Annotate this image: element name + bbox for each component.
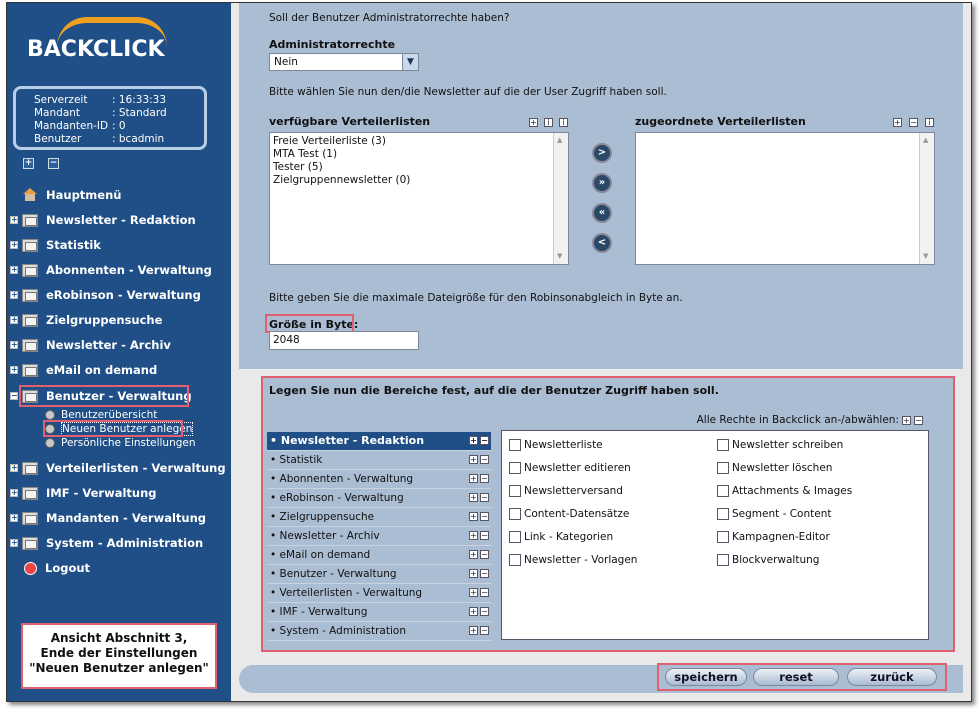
tree-controls bbox=[23, 158, 59, 169]
folder-icon bbox=[22, 239, 38, 252]
perm-checkbox[interactable]: Link - Kategorien bbox=[509, 531, 613, 543]
category-item[interactable]: • eRobinson - Verwaltung + − bbox=[267, 489, 491, 508]
app-window bbox=[6, 2, 972, 702]
perm-checkbox[interactable]: Segment - Content bbox=[717, 508, 831, 520]
move-left-button[interactable]: < bbox=[592, 233, 612, 253]
expand-icon[interactable]: + bbox=[11, 240, 18, 249]
folder-icon bbox=[22, 289, 38, 302]
checkbox[interactable] bbox=[509, 462, 521, 474]
add-icon[interactable]: + bbox=[470, 531, 477, 540]
admin-label: Administratorrechte bbox=[269, 38, 396, 51]
folder-icon bbox=[22, 314, 38, 327]
add-icon[interactable]: + bbox=[470, 455, 477, 464]
move-right-button[interactable]: > bbox=[592, 143, 612, 163]
scrollbar[interactable] bbox=[553, 133, 568, 264]
checkbox[interactable] bbox=[717, 554, 729, 566]
select-all-icon[interactable]: + bbox=[903, 415, 910, 425]
category-item[interactable]: • IMF - Verwaltung + − bbox=[267, 603, 491, 622]
nav-abonnenten-verwaltung[interactable]: + Abonnenten - Verwaltung bbox=[11, 263, 212, 277]
add-icon[interactable]: + bbox=[470, 569, 477, 578]
info-icon[interactable]: i bbox=[544, 118, 553, 127]
remove-icon[interactable]: − bbox=[481, 550, 488, 559]
all-rights-toggle: Alle Rechte in Backclick an-/abwählen: + − bbox=[696, 414, 922, 426]
category-list bbox=[267, 432, 491, 641]
size-question: Bitte geben Sie die maximale Dateigröße für den Robinsonabgleich in Byte an. bbox=[269, 292, 683, 304]
add-icon[interactable]: + bbox=[470, 626, 477, 635]
nav-statistik[interactable]: + Statistik bbox=[11, 238, 101, 252]
nav-erobinson-verwaltung[interactable]: + eRobinson - Verwaltung bbox=[11, 288, 201, 302]
reset-button[interactable]: reset bbox=[753, 668, 839, 686]
highlight-frame bbox=[43, 420, 183, 437]
checkbox[interactable] bbox=[509, 554, 521, 566]
logo-text: BACKCLICK bbox=[27, 37, 165, 62]
checkbox[interactable] bbox=[717, 462, 729, 474]
scrollbar[interactable] bbox=[919, 133, 934, 264]
nav-benutzer-verwaltung[interactable]: − Benutzer - Verwaltung bbox=[11, 389, 192, 403]
folder-icon bbox=[22, 339, 38, 352]
checkbox[interactable] bbox=[717, 508, 729, 520]
checkbox[interactable] bbox=[717, 485, 729, 497]
nav-verteilerlisten-verwaltung[interactable]: + Verteilerlisten - Verwaltung bbox=[11, 461, 226, 475]
checkbox[interactable] bbox=[509, 508, 521, 520]
expand-icon[interactable]: + bbox=[11, 488, 18, 497]
expand-icon[interactable]: + bbox=[11, 463, 18, 472]
expand-icon[interactable]: + bbox=[11, 513, 18, 522]
checkbox[interactable] bbox=[509, 531, 521, 543]
checkbox[interactable] bbox=[717, 439, 729, 451]
remove-icon[interactable]: − bbox=[910, 118, 917, 127]
move-all-left-button[interactable]: « bbox=[592, 203, 612, 223]
nav-newsletter-redaktion[interactable]: + Newsletter - Redaktion bbox=[11, 213, 196, 227]
perm-checkbox[interactable]: Content-Datensätze bbox=[509, 508, 629, 520]
remove-icon[interactable]: − bbox=[481, 607, 488, 616]
folder-icon bbox=[22, 462, 38, 475]
expand-icon[interactable]: + bbox=[11, 315, 18, 324]
action-buttons bbox=[657, 663, 947, 691]
remove-icon[interactable]: − bbox=[481, 531, 488, 540]
save-button[interactable]: speichern bbox=[665, 668, 747, 686]
list-item[interactable]: Freie Verteilerliste (3) bbox=[273, 135, 386, 147]
info-row: Benutzer : bcadmin bbox=[34, 133, 165, 145]
nav-system-administration[interactable]: + System - Administration bbox=[11, 536, 204, 550]
highlight-frame bbox=[19, 385, 189, 407]
perm-checkbox[interactable]: Newsletter editieren bbox=[509, 462, 631, 474]
folder-icon bbox=[22, 364, 38, 377]
settings-panel bbox=[239, 3, 963, 369]
add-icon[interactable]: + bbox=[470, 436, 477, 445]
add-icon[interactable]: + bbox=[470, 550, 477, 559]
admin-question: Soll der Benutzer Administratorrechte haben? bbox=[269, 12, 510, 24]
size-input[interactable]: 2048 bbox=[269, 331, 419, 350]
info-icon[interactable]: i bbox=[559, 118, 568, 127]
add-icon[interactable]: + bbox=[530, 118, 537, 127]
expand-icon[interactable]: + bbox=[11, 538, 18, 547]
admin-select[interactable]: Nein ▼ bbox=[269, 53, 419, 71]
category-item[interactable]: • eMail on demand + − bbox=[267, 546, 491, 565]
folder-icon bbox=[22, 537, 38, 550]
nav-email-on-demand[interactable]: + eMail on demand bbox=[11, 363, 158, 377]
expand-icon[interactable]: + bbox=[11, 340, 18, 349]
available-lists-label: verfügbare Verteilerlisten bbox=[269, 115, 431, 128]
category-item[interactable]: • Verteilerlisten - Verwaltung + − bbox=[267, 584, 491, 603]
perm-checkbox[interactable]: Newsletter schreiben bbox=[717, 439, 843, 451]
perm-checkbox[interactable]: Blockverwaltung bbox=[717, 554, 819, 566]
nav-sub-persoenliche-einstellungen[interactable]: Persönliche Einstellungen bbox=[45, 436, 196, 450]
info-row: Serverzeit : 16:33:33 bbox=[34, 94, 167, 106]
chevron-down-icon[interactable]: ▼ bbox=[402, 54, 418, 70]
size-label: Größe in Byte: bbox=[269, 318, 359, 331]
list-item[interactable]: MTA Test (1) bbox=[273, 148, 338, 160]
expand-icon[interactable]: + bbox=[11, 265, 18, 274]
nav-sub-neuen-benutzer[interactable]: Neuen Benutzer anlegen bbox=[45, 422, 193, 436]
add-icon[interactable]: + bbox=[470, 512, 477, 521]
bullet-icon bbox=[45, 438, 55, 448]
add-icon[interactable]: + bbox=[470, 607, 477, 616]
rights-title: Legen Sie nun die Bereiche fest, auf die der Benutzer Zugriff haben soll. bbox=[269, 384, 719, 397]
main-content bbox=[231, 3, 972, 702]
collapse-icon[interactable]: − bbox=[11, 391, 18, 400]
expand-icon[interactable]: + bbox=[11, 365, 18, 374]
category-item[interactable]: • System - Administration + − bbox=[267, 622, 491, 641]
remove-icon[interactable]: − bbox=[481, 626, 488, 635]
info-row: Mandant : Standard bbox=[34, 107, 167, 119]
category-item[interactable]: • Newsletter - Redaktion + − bbox=[267, 432, 491, 451]
assigned-lists-box[interactable] bbox=[635, 132, 935, 265]
backclick-logo bbox=[27, 17, 187, 77]
session-info bbox=[13, 86, 207, 150]
nav-zielgruppensuche[interactable]: + Zielgruppensuche bbox=[11, 313, 163, 327]
folder-icon bbox=[22, 487, 38, 500]
nav-newsletter-archiv[interactable]: + Newsletter - Archiv bbox=[11, 338, 171, 352]
folder-icon bbox=[22, 264, 38, 277]
add-icon[interactable]: + bbox=[894, 118, 901, 127]
add-icon[interactable]: + bbox=[470, 588, 477, 597]
info-row: Mandanten-ID : 0 bbox=[34, 120, 126, 132]
expand-all-button[interactable]: + bbox=[24, 158, 33, 168]
move-all-right-button[interactable]: » bbox=[592, 173, 612, 193]
bullet-icon bbox=[45, 410, 55, 420]
category-item[interactable]: • Zielgruppensuche + − bbox=[267, 508, 491, 527]
collapse-all-button[interactable]: − bbox=[49, 158, 58, 168]
list-item[interactable]: Zielgruppennewsletter (0) bbox=[273, 174, 411, 186]
checkbox[interactable] bbox=[509, 485, 521, 497]
annotation-caption: Ansicht Abschnitt 3, Ende der Einstellungen "Neuen Benutzer anlegen" bbox=[21, 623, 217, 689]
category-item[interactable]: • Statistik + − bbox=[267, 451, 491, 470]
perm-checkbox[interactable]: Kampagnen-Editor bbox=[717, 531, 830, 543]
list-item[interactable]: Tester (5) bbox=[273, 161, 323, 173]
expand-icon[interactable]: + bbox=[11, 215, 18, 224]
checkbox[interactable] bbox=[509, 439, 521, 451]
remove-icon[interactable]: − bbox=[481, 493, 488, 502]
logout-icon bbox=[24, 562, 37, 575]
folder-icon bbox=[22, 512, 38, 525]
assigned-lists-label: zugeordnete Verteilerlisten bbox=[635, 115, 806, 128]
remove-icon[interactable]: − bbox=[481, 569, 488, 578]
rights-section bbox=[261, 376, 955, 652]
available-lists-box[interactable] bbox=[269, 132, 569, 265]
perm-checkbox[interactable]: Newsletterliste bbox=[509, 439, 603, 451]
home-icon bbox=[22, 188, 38, 202]
permissions-box bbox=[501, 430, 929, 640]
perm-checkbox[interactable]: Newsletterversand bbox=[509, 485, 623, 497]
perm-checkbox[interactable]: Attachments & Images bbox=[717, 485, 852, 497]
nav-sub-benutzeruebersicht[interactable]: Benutzerübersicht bbox=[45, 408, 157, 422]
info-icon[interactable]: i bbox=[925, 118, 934, 127]
checkbox[interactable] bbox=[717, 531, 729, 543]
category-item[interactable]: • Benutzer - Verwaltung + − bbox=[267, 565, 491, 584]
perm-checkbox[interactable]: Newsletter - Vorlagen bbox=[509, 554, 637, 566]
deselect-all-icon[interactable]: − bbox=[915, 415, 922, 425]
remove-icon[interactable]: − bbox=[481, 436, 488, 445]
remove-icon[interactable]: − bbox=[481, 588, 488, 597]
perm-checkbox[interactable]: Newsletter löschen bbox=[717, 462, 832, 474]
newsletter-question: Bitte wählen Sie nun den/die Newsletter auf die der User Zugriff haben soll. bbox=[269, 86, 667, 98]
expand-icon[interactable]: + bbox=[11, 290, 18, 299]
remove-icon[interactable]: − bbox=[481, 512, 488, 521]
nav-mandanten-verwaltung[interactable]: + Mandanten - Verwaltung bbox=[11, 511, 207, 525]
nav-logout[interactable]: Logout bbox=[7, 559, 90, 577]
sidebar bbox=[7, 3, 231, 702]
category-item[interactable]: • Newsletter - Archiv + − bbox=[267, 527, 491, 546]
add-icon[interactable]: + bbox=[470, 493, 477, 502]
add-icon[interactable]: + bbox=[470, 474, 477, 483]
back-button[interactable]: zurück bbox=[847, 668, 937, 686]
category-item[interactable]: • Abonnenten - Verwaltung + − bbox=[267, 470, 491, 489]
nav-imf-verwaltung[interactable]: + IMF - Verwaltung bbox=[11, 486, 157, 500]
remove-icon[interactable]: − bbox=[481, 455, 488, 464]
folder-icon bbox=[22, 214, 38, 227]
nav-hauptmenu[interactable]: Hauptmenü bbox=[7, 186, 121, 204]
remove-icon[interactable]: − bbox=[481, 474, 488, 483]
